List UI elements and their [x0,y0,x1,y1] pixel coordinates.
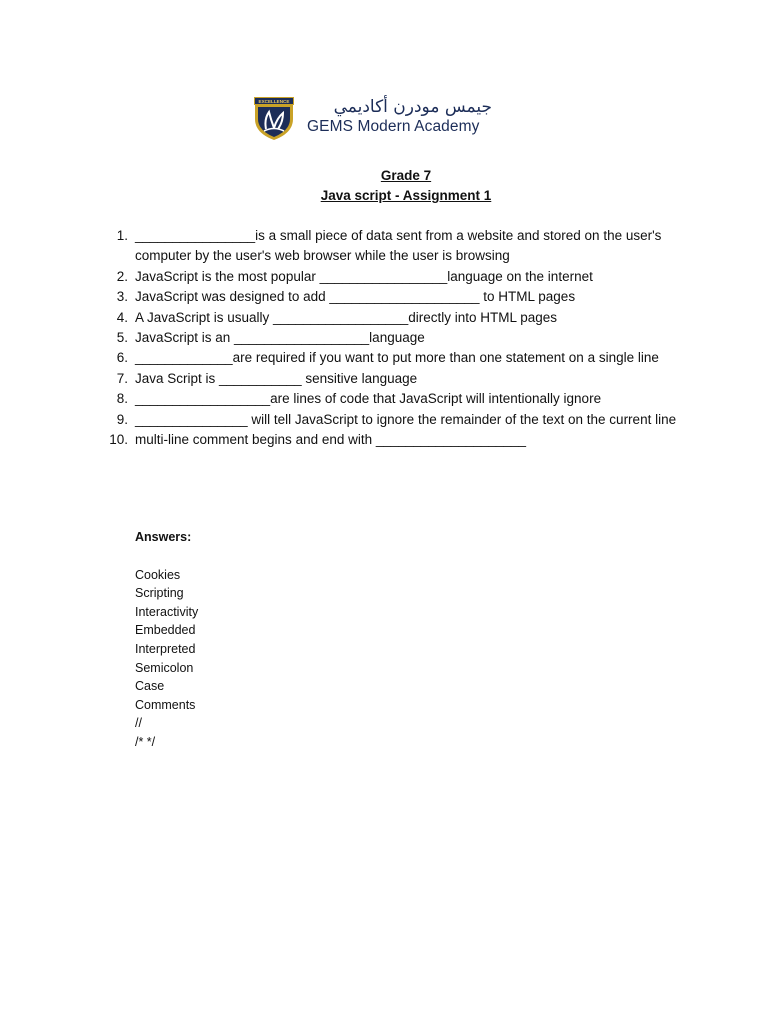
question-list [110,226,700,450]
crest-banner-text: EXCELLENCE [258,98,290,104]
question-number: 2. [116,268,128,284]
answers-heading: Answers: [135,530,192,544]
answer-item: /* */ [135,734,156,749]
question-item [110,328,700,348]
question-text: JavaScript was designed to add ____________________ to HTML pages [135,289,576,305]
question-item [110,267,700,287]
answers-section [135,528,198,752]
academy-crest-icon [250,95,298,141]
question-text: ________________is a small piece of data sent from a website and stored on the user's computer by the user's web browser while the user is browsing [135,228,662,264]
question-number: 3. [116,289,128,305]
question-item [110,348,700,368]
question-text: __________________are lines of code that JavaScript will intentionally ignore [135,391,602,407]
assignment-heading [0,166,768,206]
question-item [110,308,700,328]
answer-item: Interactivity [135,604,199,619]
question-text: multi-line comment begins and end with ____________________ [135,432,527,448]
school-logo [250,95,495,143]
question-text: JavaScript is the most popular _________________language on the internet [135,268,593,284]
question-item [110,226,700,267]
question-number: 6. [116,350,128,366]
question-text: _____________are required if you want to put more than one statement on a single line [135,350,659,366]
question-item [110,287,700,307]
question-number: 1. [116,228,128,243]
question-item [110,389,700,409]
question-item [110,410,700,430]
question-number: 9. [116,411,128,427]
answer-item: Case [135,679,165,694]
logo-english-name: GEMS Modern Academy [307,118,480,135]
question-text: Java Script is ___________ sensitive language [135,370,418,386]
grade-title: Grade 7 [380,168,432,183]
question-number: 8. [116,391,128,407]
question-text: JavaScript is an __________________language [135,330,425,346]
question-item [110,430,700,450]
question-text: A JavaScript is usually __________________directly into HTML pages [135,309,558,325]
logo-arabic-name: جيمس مودرن أكاديمي [333,97,492,117]
question-item [110,369,700,389]
answer-item: // [135,716,142,731]
answer-item: Scripting [135,586,184,601]
answer-item: Embedded [135,623,196,638]
question-text: _______________ will tell JavaScript to ignore the remainder of the text on the current line [135,411,677,427]
question-number: 5. [116,330,128,346]
answer-item: Semicolon [135,660,194,675]
question-number: 4. [116,309,128,325]
answer-item: Cookies [135,567,181,582]
question-number: 7. [116,370,128,386]
answer-item: Interpreted [135,641,196,656]
assignment-title: Java script - Assignment 1 [320,188,492,203]
question-number: 10. [109,432,128,448]
answer-item: Comments [135,697,196,712]
